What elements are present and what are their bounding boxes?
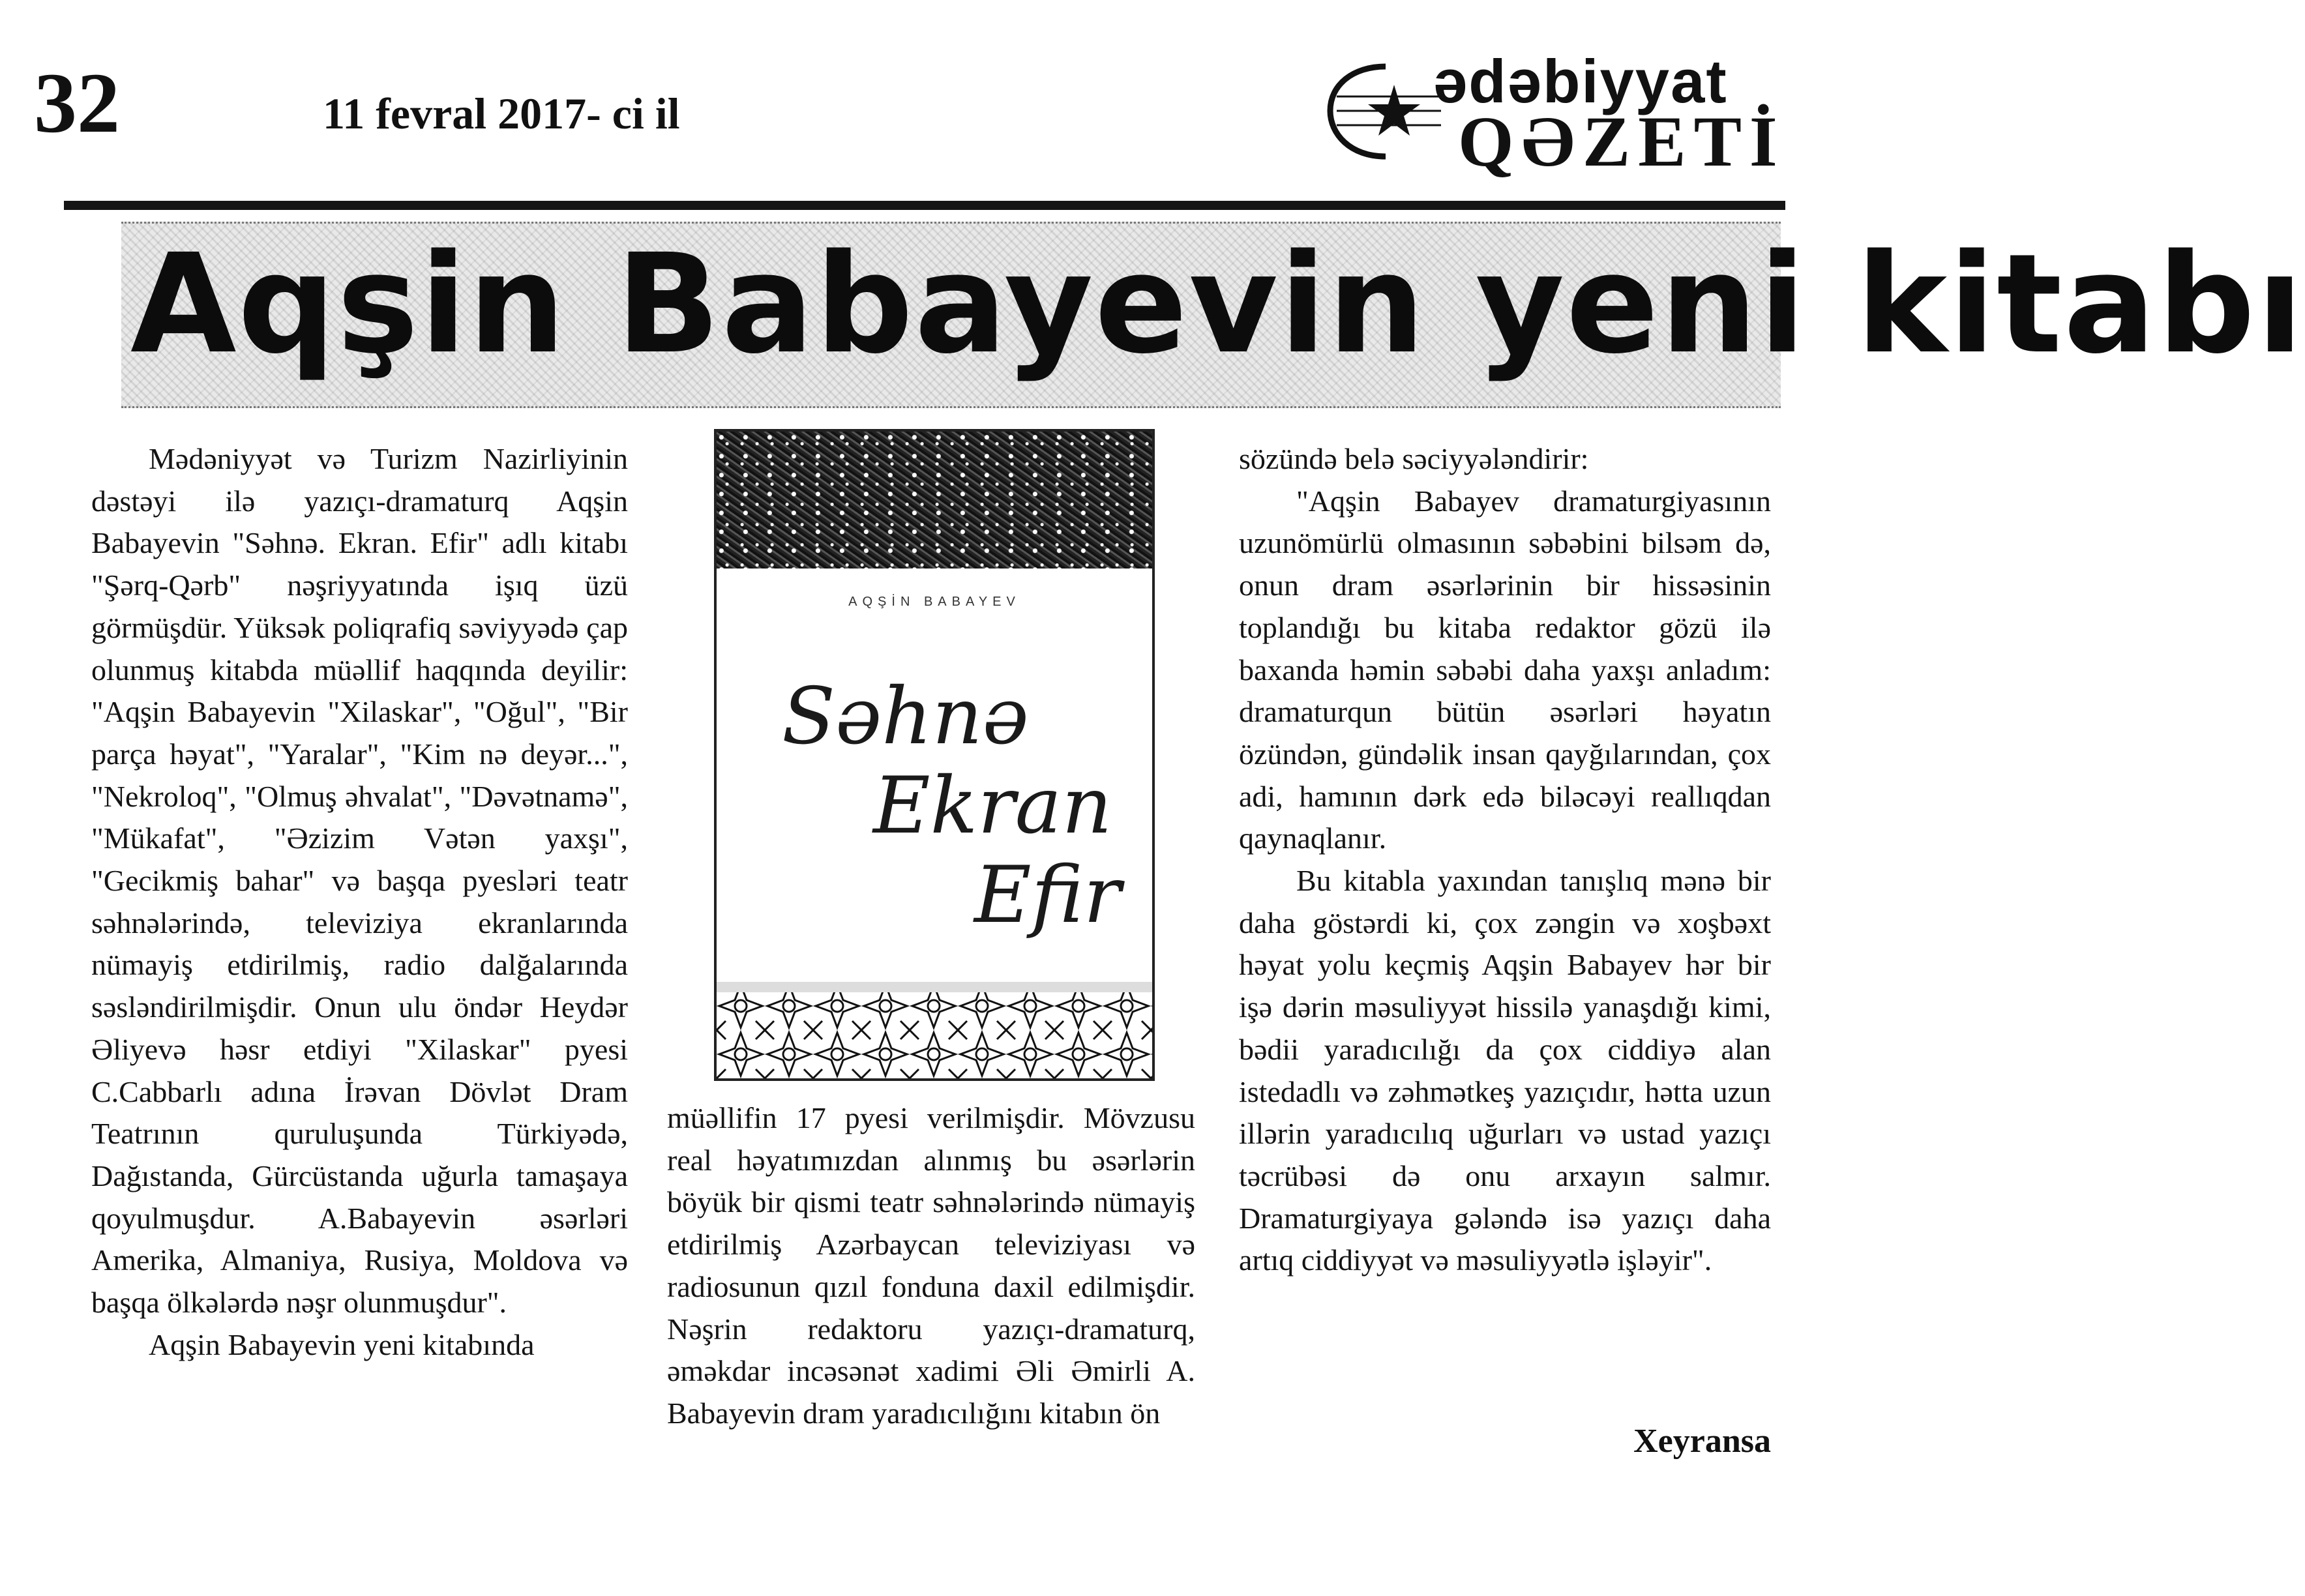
- paragraph: "Aqşin Babayev dramaturgiyasının uzunömürlü olmasının səbəbini bilsəm də, onun dram əsərlərinin bir hissəsinin toplandığı bu kitaba redaktor gözü ilə baxanda həmin səbəbi daha yaxşı anladım: dramaturqun bütün əsərləri həyatın özündən, gündəlik insan qayğılarından, çox adi, hamının dərk edə biləcəyi reallıqdan qaynaqlanır.: [1239, 484, 1771, 855]
- article-headline: Aqşin Babayevin yeni kitabı: [130, 224, 2305, 384]
- author-signature: Xeyransa: [1633, 1423, 1771, 1460]
- article-column-1: [91, 438, 628, 1366]
- paragraph: Mədəniyyət və Turizm Nazirliyinin dəstəyi ilə yazıçı-dramaturq Aqşin Babayevin "Səhnə. Ekran. Efir" adlı kitabı "Şərq-Qərb" nəşriyyatında işıq üzü görmüşdür. Yüksək poliqrafiq səviyyədə çap olunmuş kitabda müəllif haqqında deyilir: "Aqşin Babayevin "Xilaskar", "Oğul", "Bir parça həyat", "Yaralar", "Kim nə deyər...", "Nekroloq", "Olmuş əhvalat", "Dəvətnamə", "Mükafat", "Əzizim Vətən yaxşı", "Gecikmiş bahar" və başqa pyesləri teatr səhnələrində, televiziya ekranlarında nümayiş etdirilmiş, radio dalğalarında səsləndirilmişdir. Onun ulu öndər Heydər Əliyevə həsr etdiyi "Xilaskar" pyesi C.Cabbarlı adına İrəvan Dövlət Dram Teatrının quruluşunda Türkiyədə, Dağıstanda, Gürcüstanda uğurla tamaşaya qoyulmuşdur. A.Babayevin əsərləri Amerika, Almaniya, Rusiya, Moldova və başqa ölkələrdə nəşr olunmuşdur".: [91, 442, 628, 1320]
- masthead-title-top: ədəbiyyat: [1433, 47, 1728, 115]
- paragraph: sözündə belə səciyyələndirir:: [1239, 442, 1589, 475]
- masthead-title-bottom: QƏZETİ: [1458, 102, 1785, 181]
- paragraph: müəllifin 17 pyesi verilmişdir. Mövzusu real həyatımızdan alınmış bu əsərlərin böyük bir qismi teatr səhnələrində nümayiş etdirilmiş Azərbaycan televiziyası və radiosunun qızıl fonduna daxil edilmişdir. Nəşrin redaktoru yazıçı-dramaturq, əməkdar incəsənət xadimi Əli Əmirli A. Babayevin dram yaradıcılığını kitabın ön: [667, 1101, 1195, 1430]
- paragraph: Bu kitabla yaxından tanışlıq mənə bir daha göstərdi ki, çox zəngin və xoşbəxt həyat yolu keçmiş Aqşin Babayev hər bir işə dərin məsuliyyət hissilə yanaşdığı kimi, bədii yaradıcılığı da çox ciddiyə alan istedadlı və zəhmətkeş yazıçıdır, hətta uzun illərin yaradıcılıq uğurları və ustad yazıçı təcrübəsi də onu arxayın salmır. Dramaturgiyaya gələndə isə yazıçı daha artıq ciddiyyət və məsuliyyətlə işləyir".: [1239, 864, 1771, 1277]
- newspaper-masthead: [1324, 47, 1785, 181]
- cover-title-line: Efir: [974, 850, 1121, 941]
- cover-ornament-bottom: [717, 982, 1152, 1078]
- header-divider: [64, 201, 1785, 210]
- cover-ornament-top: [717, 432, 1152, 569]
- article-column-2: [667, 1097, 1195, 1435]
- cover-author: AQŞİN BABAYEV: [848, 595, 1020, 609]
- issue-date: 11 fevral 2017- ci il: [323, 89, 680, 138]
- cover-title-line: Səhnə: [782, 672, 1029, 762]
- cover-title-line: Ekran: [873, 761, 1112, 851]
- paragraph: Aqşin Babayevin yeni kitabında: [149, 1327, 535, 1361]
- page-number: 32: [34, 55, 120, 151]
- book-cover-image: [714, 429, 1155, 1081]
- star-logo-icon: [1324, 59, 1448, 163]
- article-column-3: [1239, 438, 1771, 1282]
